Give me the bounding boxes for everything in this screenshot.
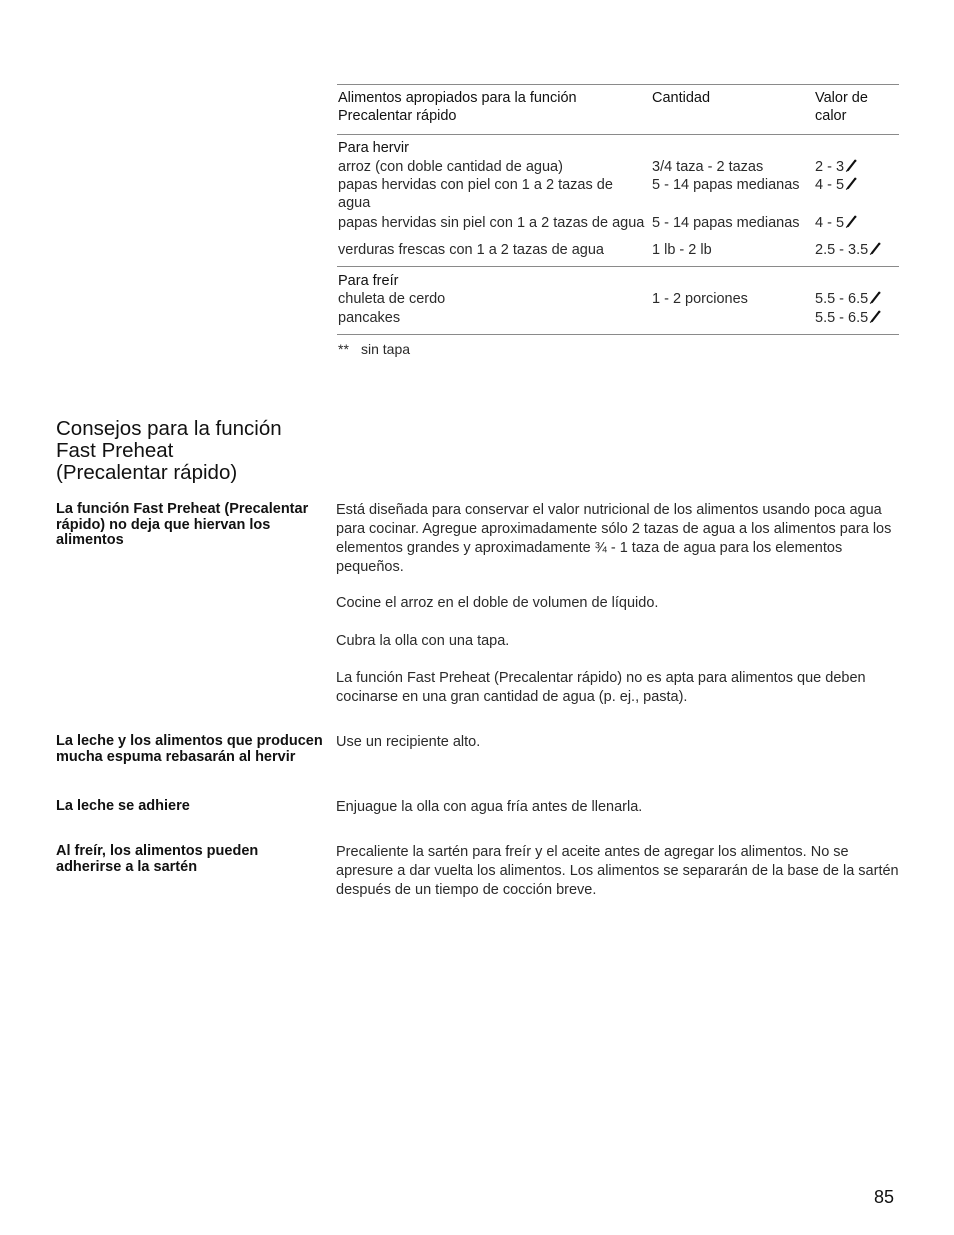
table-cell-heat [815,290,881,308]
header-rule [337,134,899,135]
heat-value: 5.5 - 6.5 [815,291,869,307]
solution-text: La función Fast Preheat (Precalentar rápido) no es apta para alimentos que deben cocinarse en una gran cantidad de agua (p. ej., pasta). [336,670,866,705]
pencil-slash-icon [869,242,881,255]
section-title-boil: Para hervir [338,140,409,156]
table-cell-food: papas hervidas con piel con 1 a 2 tazas de agua [338,177,613,211]
table-cell-heat [815,176,857,194]
header-quantity: Cantidad [652,90,711,106]
table-top-rule [337,84,899,85]
solution-text: Precaliente la sartén para freír y el aceite antes de agregar los alimentos. No se apresure a dar vuelta los alimentos. Los alimentos se separarán de la base de la sartén después de un tiempo de cocción breve. [336,844,899,898]
table-cell-heat [815,158,857,176]
header-food: Alimentos apropiados para la función Precalentar rápido [338,90,577,124]
table-cell-food: arroz (con doble cantidad de agua) [338,159,563,175]
solution-text: Cubra la olla con una tapa. [336,633,510,649]
heat-value: 2 - 3 [815,159,845,175]
table-cell-quantity: 5 - 14 papas medianas [652,215,800,231]
heat-value: 4 - 5 [815,177,845,193]
footnote-text: sin tapa [361,341,411,357]
table-cell-food: verduras frescas con 1 a 2 tazas de agua [338,242,604,258]
heat-value: 5.5 - 6.5 [815,310,869,326]
table-cell-food: pancakes [338,310,401,326]
table-cell-heat [815,214,857,232]
page-number: 85 [874,1187,895,1207]
pencil-slash-icon [845,177,857,190]
section-heading [56,418,356,484]
table-cell-quantity: 5 - 14 papas medianas [652,177,800,193]
solution-text: Está diseñada para conservar el valor nutricional de los alimentos usando poca agua para cocinar. Agregue aproximadamente sólo 2 tazas de agua a los alimentos para los elementos grandes y aproximadamente ¾ - 1 taza de agua para los elementos pequeños. [336,502,892,575]
solution-text: Enjuague la olla con agua fría antes de llenarla. [336,799,643,815]
heading-line: Fast Preheat [56,439,174,462]
footnote-mark: ** [338,341,349,357]
solution-text: Cocine el arroz en el doble de volumen de líquido. [336,595,659,611]
pencil-slash-icon [845,215,857,228]
heading-line: Consejos para la función [56,417,282,440]
section-title-fry: Para freír [338,273,399,289]
section-rule [337,266,899,267]
problem-label: La leche y los alimentos que producen mucha espuma rebasarán al hervir [56,733,323,765]
table-cell-quantity: 1 lb - 2 lb [652,242,712,258]
problem-label: La leche se adhiere [56,798,190,814]
table-cell-heat [815,241,881,259]
table-cell-heat [815,309,881,327]
heading-line: (Precalentar rápido) [56,461,238,484]
table-cell-quantity: 1 - 2 porciones [652,291,748,307]
table-cell-food: chuleta de cerdo [338,291,446,307]
heat-value: 4 - 5 [815,215,845,231]
solution-text: Use un recipiente alto. [336,734,481,750]
problem-label: Al freír, los alimentos pueden adherirse a la sartén [56,843,259,875]
pencil-slash-icon [845,159,857,172]
heat-value: 2.5 - 3.5 [815,242,869,258]
pencil-slash-icon [869,310,881,323]
table-cell-food: papas hervidas sin piel con 1 a 2 tazas de agua [338,215,645,231]
pencil-slash-icon [869,291,881,304]
header-heat: Valor de calor [815,90,868,124]
table-bottom-rule [337,334,899,335]
problem-label: La función Fast Preheat (Precalentar rápido) no deja que hiervan los alimentos [56,501,309,548]
table-cell-quantity: 3/4 taza - 2 tazas [652,159,764,175]
